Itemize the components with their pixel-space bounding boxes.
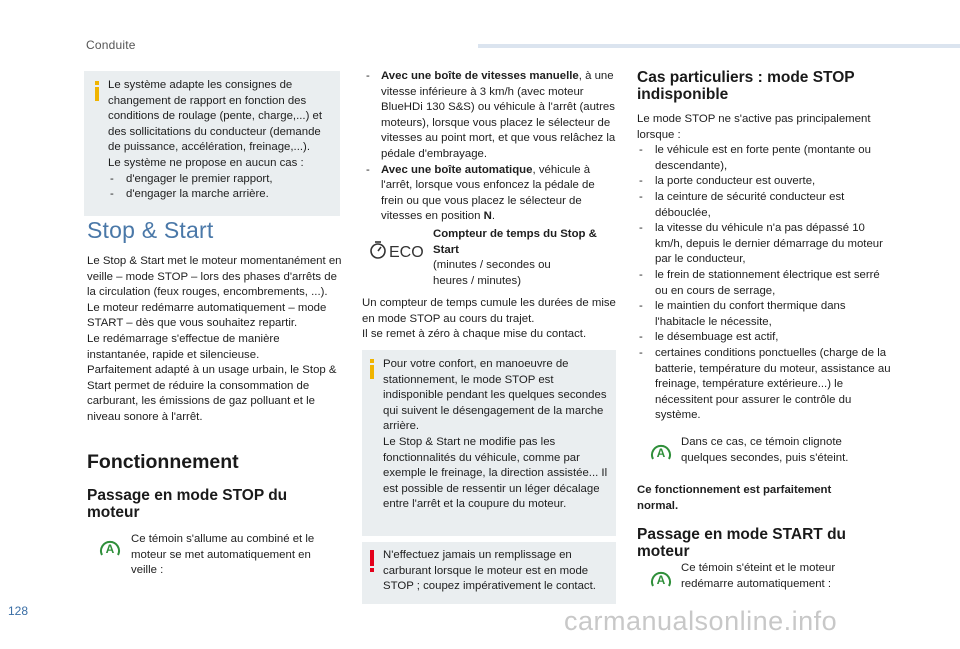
chapter-title: Conduite <box>86 38 136 52</box>
list-item: - la porte conducteur est ouverte, <box>637 174 895 190</box>
page-header <box>0 0 960 60</box>
counter-text <box>362 296 616 343</box>
counter-subtitle: (minutes / secondes ou heures / minutes) <box>433 259 551 287</box>
stop-start-lamp-icon <box>650 442 672 462</box>
item-bold: Avec une boîte de vitesses manuelle <box>381 70 579 82</box>
heading-stop-mode: Passage en mode STOP du moteur <box>87 487 288 521</box>
list-item: - d'engager le premier rapport, <box>108 172 336 188</box>
paragraph: Parfaitement adapté à un usage urbain, le Stop & Start permet de réduire la consommation de carburant, les émissions de gaz polluant et le niveau sonore à l'arrêt. <box>87 364 337 423</box>
info-icon <box>370 359 374 379</box>
list-item: - le frein de stationnement électrique est serré ou en cours de serrage, <box>637 268 895 299</box>
info-never-intro: Le système ne propose en aucun cas : <box>108 156 304 169</box>
list-item: - le véhicule est en forte pente (montante ou descendante), <box>637 143 895 174</box>
list-item: - le maintien du confort thermique dans l'habitacle le nécessite, <box>637 299 895 330</box>
list-item: - Avec une boîte de vitesses manuelle, à une vitesse inférieure à 3 km/h (avec moteur BlueHDi 130 S&S) ou véhicule à l'arrêt (autres moteurs), lorsque vous placez le sélecteur de vitesses au point mort, et que vous relâchez la pédale d'embrayage. <box>366 70 616 160</box>
stop-lamp-text: Ce témoin s'allume au combiné et le moteur se met automatiquement en veille : <box>131 533 315 577</box>
intro-text <box>87 254 342 426</box>
heading-start-mode: Passage en mode START du moteur <box>637 526 847 560</box>
paragraph: Un compteur de temps cumule les durées de mise en mode STOP au cours du trajet. <box>362 297 616 325</box>
heading-fonctionnement: Fonctionnement <box>87 451 239 473</box>
page-number: 128 <box>8 604 29 618</box>
item-text: , véhicule à l'arrêt, lorsque vous enfoncez la pédale de frein ou que vous placez le sélecteur de vitesses en position <box>381 163 595 223</box>
item-punct: . <box>491 210 495 223</box>
stop-conditions-list <box>366 69 616 225</box>
counter-caption <box>433 227 613 289</box>
gear-position: N <box>483 210 492 223</box>
warning-text: N'effectuez jamais un remplissage en carburant lorsque le moteur est en mode STOP ; coupez impérativement le contact. <box>383 549 596 593</box>
info-list <box>108 172 336 203</box>
paragraph: Le Stop & Start ne modifie pas les fonctionnalités du véhicule, comme par exemple le freinage, la direction assistée... Il est possible de ressentir un léger décalage entre l'arrêt et la coupure du moteur. <box>383 435 608 511</box>
info-box-gearshift <box>84 71 340 216</box>
list-item: - certaines conditions ponctuelles (charge de la batterie, température du moteur, assistance au freinage, température extérieure...) le nécessitent pour assurer le contrôle du système. <box>637 346 895 424</box>
list-item: - la vitesse du véhicule n'a pas dépassé 10 km/h, depuis le dernier démarrage du moteur par le conducteur, <box>637 221 895 268</box>
heading-special-cases: Cas particuliers : mode STOP indisponible <box>637 69 855 103</box>
list-item: - d'engager la marche arrière. <box>108 187 336 203</box>
watermark: carmanualsonline.info <box>564 606 838 636</box>
paragraph: Le mode STOP ne s'active pas principalement lorsque : <box>637 113 871 141</box>
list-item: - la ceinture de sécurité conducteur est débouclée, <box>637 190 895 221</box>
warning-box-fuel <box>362 542 616 604</box>
paragraph: Pour votre confort, en manoeuvre de stationnement, le mode STOP est indisponible pendant les quelques secondes qui suivent le désengagement de la marche arrière. <box>383 358 607 433</box>
special-cases-text <box>637 112 895 424</box>
svg-text:A: A <box>105 542 115 556</box>
info-intro: Le système adapte les consignes de changement de rapport en fonction des conditions de roulage (pente, charge,...) et des sollicitations du conducteur (demande de puissance, accélération, freinage,...). <box>108 79 323 154</box>
info-box-comfort <box>362 350 616 536</box>
item-text: , à une vitesse inférieure à 3 km/h (avec moteur BlueHDi 130 S&S) ou véhicule à l'arrêt (autres moteurs), lorsque vous placez le sélecteur de vitesses au point mort, et que vous relâchez la pédale d'embrayage. <box>381 70 616 160</box>
start-lamp-text: Ce témoin s'éteint et le moteur redémarre automatiquement : <box>681 562 836 590</box>
svg-text:A: A <box>656 446 666 460</box>
svg-text:A: A <box>656 573 666 587</box>
paragraph: Le Stop & Start met le moteur momentanément en veille – mode STOP – lors des phases d'arrêts de la circulation (feux rouges, encombrements, ...). Le moteur redémarre automatiquement – mode START – dès que vous souhaitez repartir. <box>87 255 342 330</box>
header-rule <box>478 44 960 48</box>
counter-title: Compteur de temps du Stop & Start <box>433 228 597 256</box>
stop-start-lamp-icon <box>99 538 121 558</box>
blink-text: Dans ce cas, ce témoin clignote quelques secondes, puis s'éteint. <box>681 436 849 464</box>
list-item: - le désembuage est actif, <box>637 330 895 346</box>
normal-text: Ce fonctionnement est parfaitement normal. <box>637 484 832 512</box>
section-title: Stop & Start <box>87 217 214 243</box>
eco-counter-icon <box>369 236 427 266</box>
paragraph: Il se remet à zéro à chaque mise du contact. <box>362 328 587 341</box>
item-bold: Avec une boîte automatique <box>381 163 533 176</box>
stop-start-lamp-icon <box>650 569 672 589</box>
paragraph: Le redémarrage s'effectue de manière instantanée, rapide et silencieuse. <box>87 332 280 361</box>
warning-icon <box>370 550 374 572</box>
list-item: - Avec une boîte automatique, véhicule à l'arrêt, lorsque vous enfoncez la pédale de frein ou que vous placez le sélecteur de vitesses en position N. <box>366 163 595 223</box>
conditions-list <box>637 143 895 424</box>
info-icon <box>95 81 99 101</box>
eco-label: ECO <box>389 244 424 261</box>
